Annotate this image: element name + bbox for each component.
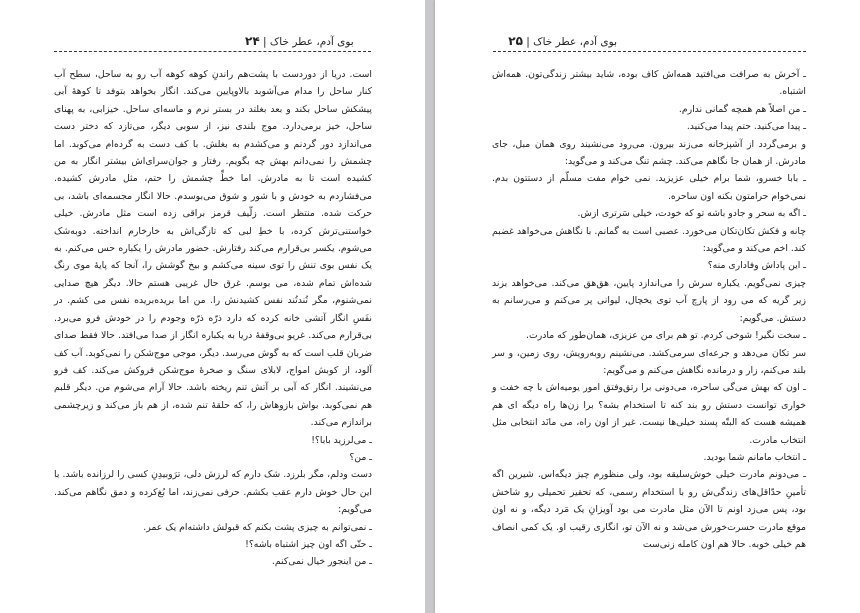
right-page-body [492, 66, 806, 553]
paragraph: ـ اگه به سحر و جادو باشه تو که خودت، خیلی سَرتری ازش. [577, 208, 806, 220]
paragraph: ـ بابا خسرو، شما برام خیلی عزیزید. نمی خوام مفت مسلّم از دستتون بدم. نمی‌خوام حرامتون بکنه اون ساحره. [492, 173, 806, 202]
right-header-title: بوی آدم، عطر خاک [533, 36, 617, 48]
left-header-rule [54, 51, 371, 52]
paragraph: است. دریا از دوردست با پشت‌هم راندنِ کوهه کوهه آب رو به ساحل، سطح آب کنار ساحل را مدام می‌آشوبد بالاوپایین می‌کند. انگار بخواهد بتوفد تا کوههٔ آبی پیشکش ساحل بکند و بعد بغلتد در بستر نرم و ماسه‌ای ساحل. خیزابی، به پهنای ساحل، خیز برمی‌دارد. موج بلندی نیز، از سوبی دیگر، می‌تازد که دختر دست می‌اندازد دور گردنم و می‌کشدم به بغلش. با کف دست به گرده‌ام می‌کوبد. اما چشمش را نمی‌دانم بهش چه بگویم. رفتار و جوان‌سرای‌اش بیشتر انگار به من کشیده است تا به مادرش. اما خطِّ چشمش را حتم، مثل مادرش کشیده. می‌فشاردم به خودش و با شور و شوق می‌بوسدم. حالا انگار مجسمه‌ای باشد، بی حرکت شده. منتظر است. زلّیف قرمز براقی زده است مثل مادرش. خیلی خواستنی‌ترش کرده، با خطِ لبی که تازگی‌اش به خارخارم انداخته. دوبه‌شک می‌شوم. یکسر بی‌قرارم می‌کند رفتارش. حضور مادرش را یکباره حس می‌کنم. به یک نفس بوی تنش را توی سینه می‌کشم و بیخ گوشش را، آنجا که پایهٔ موی رنگ شده‌اش تمام شده، می بوسم. غرق حال غریبی هستم حالا. دیگر هیچ صدایی نمی‌شنوم، مگر تُندتُند نفس کشیدنش را. من اما بریده‌بریده نفس می کشم. در نفَسِ انگار آتشی خانه کرده که دارد ذرّه ذرّه وجودم را در خودش فرو می‌برد. بی‌قرارم می‌کند. غریو بی‌وقفهٔ دریا به یکباره انگار از صدا می‌افتد. حالا فقط صدای ضربان قلب است که به گوش می‌رسد. دیگر، موجی موج‌شکن را نمی‌کوبد. آب کف آلود، از کوبش امواج، لابلای سنگ و صخرهٔ موج‌شکن فروکش می‌کند. کف فرو می‌نشیند. انگار که آبی بر آتش تنم ریخته باشد. حالا آرام می‌شوم من. دیگر قلبم هم نمی‌کوبد. بواش بازوهاش را، که حلقهٔ تنم شده، از هم باز می‌کند و زیرچشمی براندازم می‌کند. [54, 69, 372, 429]
paragraph: ـ نمی‌توانم به چیزی پشت بکنم که قبولش داشته‌ام یک عمر. [143, 521, 372, 533]
right-page [435, 0, 860, 613]
paragraph: و برمی‌گردد از آشپزخانه می‌زند بیرون. می‌رود می‌نشیند روی همان مبل، جای مادرش. از همان جا نگاهم می‌کند. چشم تنگ می‌کند و می‌گوید: [492, 138, 806, 168]
right-page-number: ۲۵ [508, 34, 523, 48]
paragraph: ـ من؟ [349, 451, 372, 463]
paragraph: ـ آخرش به صرافت می‌افتید همه‌اش کاف بوده، شاید بیشتر زندگی‌تون. همه‌اش اشتباه. [492, 69, 806, 98]
paragraph: ـ می‌لرزید بابا؟! [311, 434, 372, 446]
left-header-title: بوی آدم، عطر خاک [269, 36, 354, 48]
paragraph: ـ انتخاب مامانم شما بودید. [703, 451, 806, 463]
paragraph: ـ می‌دونم مادرت خیلی خوش‌سلیقه بود، ولی منظورم چیز دیگه‌اس. شیرین اگه تأمینِ حدّاقل‌های زندگی‌ش رو با استخدام رسمی، که تحقیر تحمیلی رو شاخش بود، پس می‌زد اونم تا الآن مثل مادرت می بود آویزانِ یک مَرد دیگه، و نه اون موقع مادرت حسرت‌خورش می‌شد و نه الآن تو، انگاری رقیب او. یک کمی انصاف هم خیلی خوبه. حالا هم اون کامله زنی‌ست [492, 469, 806, 550]
paragraph: سر تکان می‌دهد و جرعه‌ای سرمی‌کشد. می‌نشینم روبه‌رویش، روی زمین، و سر بلند می‌کنم، زار و درمانده نگاهش می‌کنم و می‌گویم: [492, 347, 806, 376]
paragraph: چیزی نمی‌گویم. یکباره سرش را می‌اندازد پایین، هق‌هق می‌کند. می‌خواهد بزند زیر گریه که می رود از پارچ آب توی یخچال، لیوانی پر می‌کنم و می‌رسانم به دستش. می‌گویم: [492, 277, 806, 324]
left-page-number: ۲۴ [245, 34, 260, 48]
left-page-header [245, 34, 369, 50]
paragraph: ـ حتّی اگه اون چیز اشتباه باشه؟! [245, 538, 372, 550]
paragraph: ـ سخت نگیر! شوخی کردم. تو هم برای من عزیزی، همان‌طور که مادرت. [526, 330, 806, 342]
right-header-separator-icon: | [522, 36, 530, 48]
paragraph: ـ پیدا می‌کنید. حتم پیدا می‌کنید. [686, 121, 806, 133]
paragraph: ـ من اصلاً هم همچه گمانی ندارم. [678, 103, 806, 115]
paragraph: دست ودلم، مگر بلرزد. شک دارم که لرزش دلی، ترَوبیدِنِ کسی را لرزانده باشد. با این حال خوش دارم عقب بکشم. حرفی نمی‌زند، اما بُغ‌کرده و دمق نگاهم می‌کند. می‌گویم: [54, 469, 372, 516]
paragraph: ـ اون که بهش می‌گی ساحره، می‌دونی برا رتق‌وفتق امور یومیه‌اش با چه خفت و خواری توانست دستش رو بند کنه تا استخدام بشه؟ برا زن‌ها راه دیگه ای هم همیشه هست که البتّه پسند خیلی‌ها نیست. غیر از اون راه، می مانَد انتخابی مثل انتخاب مادرت. [492, 382, 806, 446]
left-header-separator-icon: | [259, 36, 267, 48]
right-header-rule [493, 51, 806, 52]
paragraph: ـ من اینجور خیال نمی‌کنم. [271, 556, 372, 568]
left-page [0, 0, 425, 613]
paragraph: ـ این پاداش وفاداری منه؟ [707, 260, 806, 272]
left-page-body [54, 66, 372, 571]
right-page-header [493, 34, 617, 50]
page-gutter [425, 0, 435, 613]
paragraph: چانه و فکش تکان‌تکان می‌خورد. عصبی است به گمانم. با نگاهش می‌خواهد غضبم کند. اخم می‌کند و می‌گوید: [492, 225, 806, 255]
